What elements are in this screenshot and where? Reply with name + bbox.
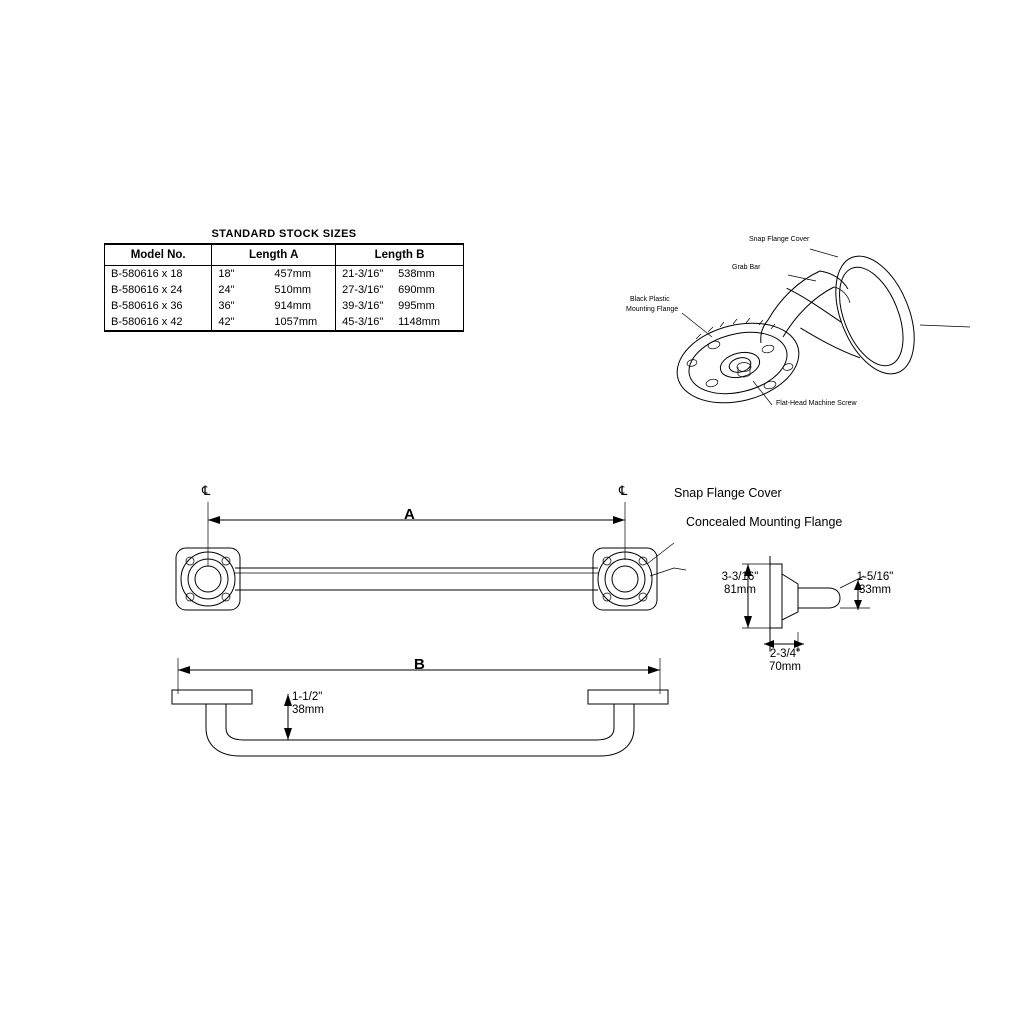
dimension-bar-offset-inches: 1-1/2" bbox=[292, 691, 323, 703]
cell-length-a bbox=[212, 314, 336, 331]
cell-length-b bbox=[336, 266, 464, 283]
plan-view-drawing bbox=[160, 650, 700, 780]
leader-snap-flange-cover bbox=[810, 249, 838, 257]
dimension-flange-diameter bbox=[752, 648, 818, 674]
label-mounting-flange-line2: Mounting Flange bbox=[626, 306, 679, 313]
cell-length-b-mm: 1148mm bbox=[398, 316, 441, 328]
front-elevation-drawing bbox=[150, 480, 710, 660]
dimension-height-mm: 81mm bbox=[724, 583, 756, 596]
label-mounting-flange-line1: Black Plastic bbox=[630, 296, 670, 303]
exploded-assembly-view bbox=[620, 215, 980, 435]
grab-bar-tube-front bbox=[235, 568, 598, 590]
wall-line bbox=[920, 325, 970, 327]
side-section-view bbox=[712, 540, 912, 673]
dimension-bar-offset bbox=[262, 691, 330, 717]
dimension-projection bbox=[842, 571, 908, 597]
standard-stock-sizes-table-block bbox=[104, 228, 464, 332]
cell-model-no: B-580616 x 36 bbox=[105, 298, 212, 314]
cell-length-b bbox=[336, 282, 464, 298]
table-row bbox=[105, 266, 464, 283]
cell-model-no: B-580616 x 18 bbox=[105, 266, 212, 283]
cell-length-b-inches: 27-3/16" bbox=[342, 284, 384, 296]
plan-view bbox=[160, 650, 700, 780]
cell-model-no: B-580616 x 24 bbox=[105, 282, 212, 298]
cell-length-b-inches: 21-3/16" bbox=[342, 268, 384, 280]
leader-mounting-flange bbox=[682, 313, 712, 337]
arrow-left-a bbox=[208, 516, 220, 524]
cell-length-b bbox=[336, 298, 464, 314]
cell-length-a-mm: 510mm bbox=[274, 284, 312, 296]
table-row bbox=[105, 314, 464, 331]
column-header-model-no: Model No. bbox=[105, 244, 212, 266]
arrow-right-b bbox=[648, 666, 660, 674]
cell-length-a-inches: 18" bbox=[218, 268, 235, 280]
cell-length-b-mm: 538mm bbox=[398, 268, 435, 280]
dimension-height bbox=[708, 571, 772, 597]
dimension-flange-diameter-mm: 70mm bbox=[769, 660, 801, 673]
cell-length-a-mm: 914mm bbox=[274, 300, 312, 312]
leader-snap-flange-cover-front bbox=[647, 543, 674, 564]
table-header-row bbox=[105, 244, 464, 266]
cell-length-b-inches: 39-3/16" bbox=[342, 300, 384, 312]
cell-length-a bbox=[212, 266, 336, 283]
left-wall-plate bbox=[172, 690, 252, 704]
dimension-label-a: A bbox=[404, 506, 415, 523]
label-flat-head-machine-screw: Flat-Head Machine Screw bbox=[776, 400, 857, 407]
cell-length-a-inches: 24" bbox=[218, 284, 235, 296]
cell-length-a-inches: 36" bbox=[218, 300, 235, 312]
label-snap-flange-cover-exploded: Snap Flange Cover bbox=[749, 236, 810, 243]
cell-length-b-mm: 995mm bbox=[398, 300, 435, 312]
centerline-symbol-right: ℄ bbox=[619, 483, 628, 498]
cell-length-a-mm: 457mm bbox=[274, 268, 312, 280]
table-title: STANDARD STOCK SIZES bbox=[211, 228, 357, 240]
callout-snap-flange-cover: Snap Flange Cover bbox=[674, 486, 782, 500]
cell-length-b-mm: 690mm bbox=[398, 284, 435, 296]
table-row bbox=[105, 282, 464, 298]
centerline-symbol-left: ℄ bbox=[202, 483, 211, 498]
cell-length-b-inches: 45-3/16" bbox=[342, 316, 384, 328]
label-grab-bar-exploded: Grab Bar bbox=[732, 264, 761, 271]
standard-stock-sizes-table bbox=[104, 243, 464, 332]
dimension-projection-mm: 33mm bbox=[859, 583, 891, 596]
leader-grab-bar bbox=[788, 275, 816, 281]
dimension-label-b: B bbox=[414, 656, 425, 673]
dimension-flange-diameter-inches: 2-3/4" bbox=[769, 648, 801, 660]
cell-length-a bbox=[212, 282, 336, 298]
column-header-length-b: Length B bbox=[336, 244, 464, 266]
leader-concealed-mounting-flange bbox=[650, 568, 686, 576]
cell-length-a-mm: 1057mm bbox=[274, 316, 318, 328]
dimension-projection-inches: 1-5/16" bbox=[856, 571, 894, 583]
right-wall-plate bbox=[588, 690, 668, 704]
dimension-bar-offset-mm: 38mm bbox=[292, 703, 324, 716]
callout-concealed-mounting-flange: Concealed Mounting Flange bbox=[686, 515, 843, 529]
dimension-height-inches: 3-3/16" bbox=[721, 571, 759, 583]
cell-model-no: B-580616 x 42 bbox=[105, 314, 212, 331]
column-header-length-a: Length A bbox=[212, 244, 336, 266]
snap-flange-cover-shape bbox=[783, 245, 930, 400]
table-row bbox=[105, 298, 464, 314]
cell-length-b bbox=[336, 314, 464, 331]
cell-length-a-inches: 42" bbox=[218, 316, 235, 328]
front-elevation-view bbox=[150, 480, 710, 660]
arrow-right-a bbox=[613, 516, 625, 524]
arrow-left-b bbox=[178, 666, 190, 674]
cell-length-a bbox=[212, 298, 336, 314]
